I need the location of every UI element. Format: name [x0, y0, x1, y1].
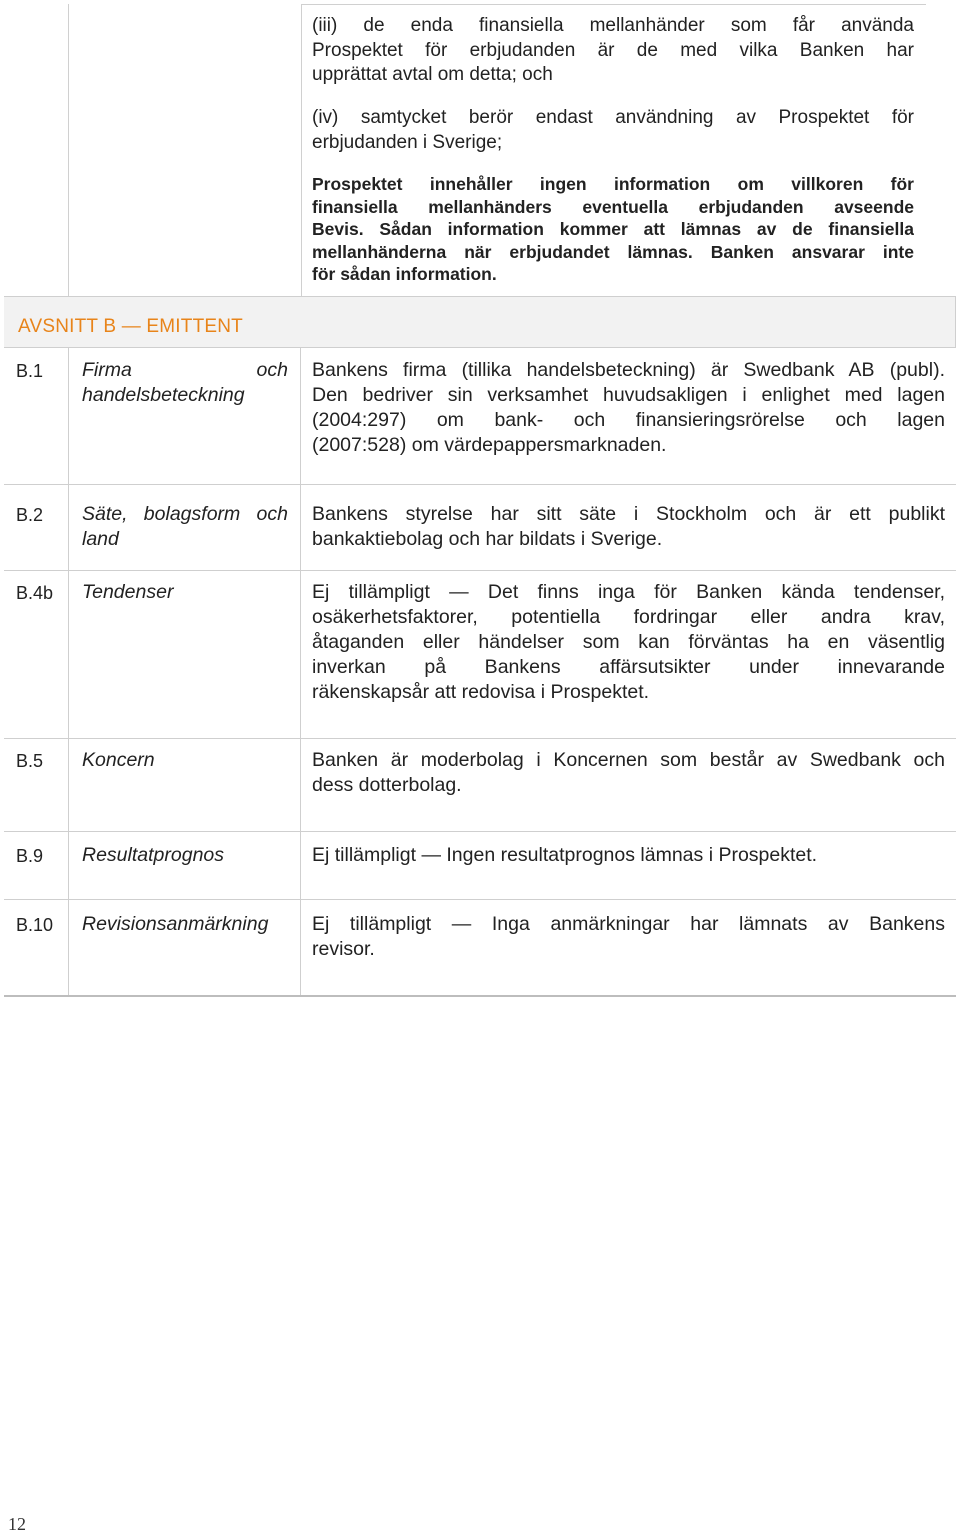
row-label: [82, 843, 288, 868]
text-line: inverkan på Bankens affärsutsikter under innevarande: [312, 656, 945, 678]
section-header: [4, 296, 956, 348]
text-line: Ej tillämpligt — Ingen resultatprognos lämnas i Prospektet.: [312, 844, 818, 866]
row-code: B.5: [16, 751, 44, 771]
label-line: Säte, bolagsform och: [82, 503, 288, 525]
text-line: Bankens firma (tillika handelsbeteckning) är Swedbank AB (publ).: [312, 359, 945, 381]
text-line: Den bedriver sin verksamhet huvudsakligen i enlighet med lagen: [312, 384, 945, 406]
intermediary-disclaimer: [312, 173, 914, 286]
row-label: [82, 748, 288, 773]
text-line: upprättat avtal om detta; och: [312, 64, 553, 85]
table-bottom-border: [4, 995, 956, 997]
text-line: Bevis. Sådan information kommer att lämnas av de finansiella: [312, 219, 914, 239]
text-line: Prospektet för erbjudanden är de med vilka Banken har: [312, 39, 914, 61]
text-line: Banken är moderbolag i Koncernen som består av Swedbank och: [312, 749, 945, 771]
label-line: Resultatprognos: [82, 844, 225, 866]
row-code: B.4b: [16, 583, 54, 603]
text-line: Prospektet innehåller ingen information om villkoren för: [312, 174, 914, 194]
text-line: Ej tillämpligt — Inga anmärkningar har lämnats av Bankens: [312, 913, 945, 935]
paragraph-iv: [312, 106, 914, 155]
label-line: Revisionsanmärkning: [82, 913, 269, 935]
text-line: för sådan information.: [312, 264, 497, 284]
text-line: finansiella mellanhänders eventuella erbjudanden avseende: [312, 196, 914, 217]
row-label: [82, 502, 288, 552]
paragraph-iii: [312, 14, 914, 88]
row-body: [312, 580, 945, 705]
row-divider: [4, 484, 956, 485]
text-line: räkenskapsår att redovisa i Prospektet.: [312, 681, 650, 703]
row-body: [312, 748, 945, 798]
row-code: B.9: [16, 846, 44, 866]
row-body: [312, 502, 945, 552]
row-divider: [4, 570, 956, 571]
row-label: [82, 912, 288, 937]
row-code: B.1: [16, 361, 44, 381]
page-number: 12: [8, 1514, 26, 1534]
text-line: Bankens styrelse har sitt säte i Stockholm och är ett publikt: [312, 503, 945, 525]
text-line: osäkerhetsfaktorer, potentiella fordringar eller andra krav,: [312, 606, 945, 628]
text-line: åtaganden eller händelser som kan förväntas ha en väsentlig: [312, 631, 945, 653]
row-divider: [4, 899, 956, 900]
row-divider: [4, 831, 956, 832]
row-body: [312, 912, 945, 962]
text-line: (2004:297) om bank- och finansieringsrörelse och lagen: [312, 409, 945, 431]
label-line: Firma och: [82, 359, 288, 381]
text-line: (iii) de enda finansiella mellanhänder som får använda: [312, 15, 914, 36]
label-line: Tendenser: [82, 581, 174, 603]
text-line: erbjudanden i Sverige;: [312, 131, 503, 153]
section-title: AVSNITT B — EMITTENT: [18, 316, 243, 337]
row-divider: [4, 738, 956, 739]
label-line: handelsbeteckning: [82, 384, 245, 406]
text-line: revisor.: [312, 938, 375, 960]
text-line: (2007:528) om värdepappersmarknaden.: [312, 434, 667, 456]
row-body: [312, 843, 945, 868]
row-body: [312, 358, 945, 458]
label-line: Koncern: [82, 749, 155, 771]
label-line: land: [82, 528, 119, 550]
text-line: mellanhänderna när erbjudandet lämnas. Banken ansvarar inte: [312, 241, 914, 262]
row-label: [82, 358, 288, 408]
text-line: dess dotterbolag.: [312, 774, 462, 796]
text-line: bankaktiebolag och har bildats i Sverige.: [312, 528, 663, 550]
text-line: (iv) samtycket berör endast användning av Prospektet för: [312, 107, 914, 128]
row-label: [82, 580, 288, 605]
row-code: B.10: [16, 915, 54, 935]
text-line: Ej tillämpligt — Det finns inga för Banken kända tendenser,: [312, 581, 945, 603]
row-code: B.2: [16, 505, 44, 525]
